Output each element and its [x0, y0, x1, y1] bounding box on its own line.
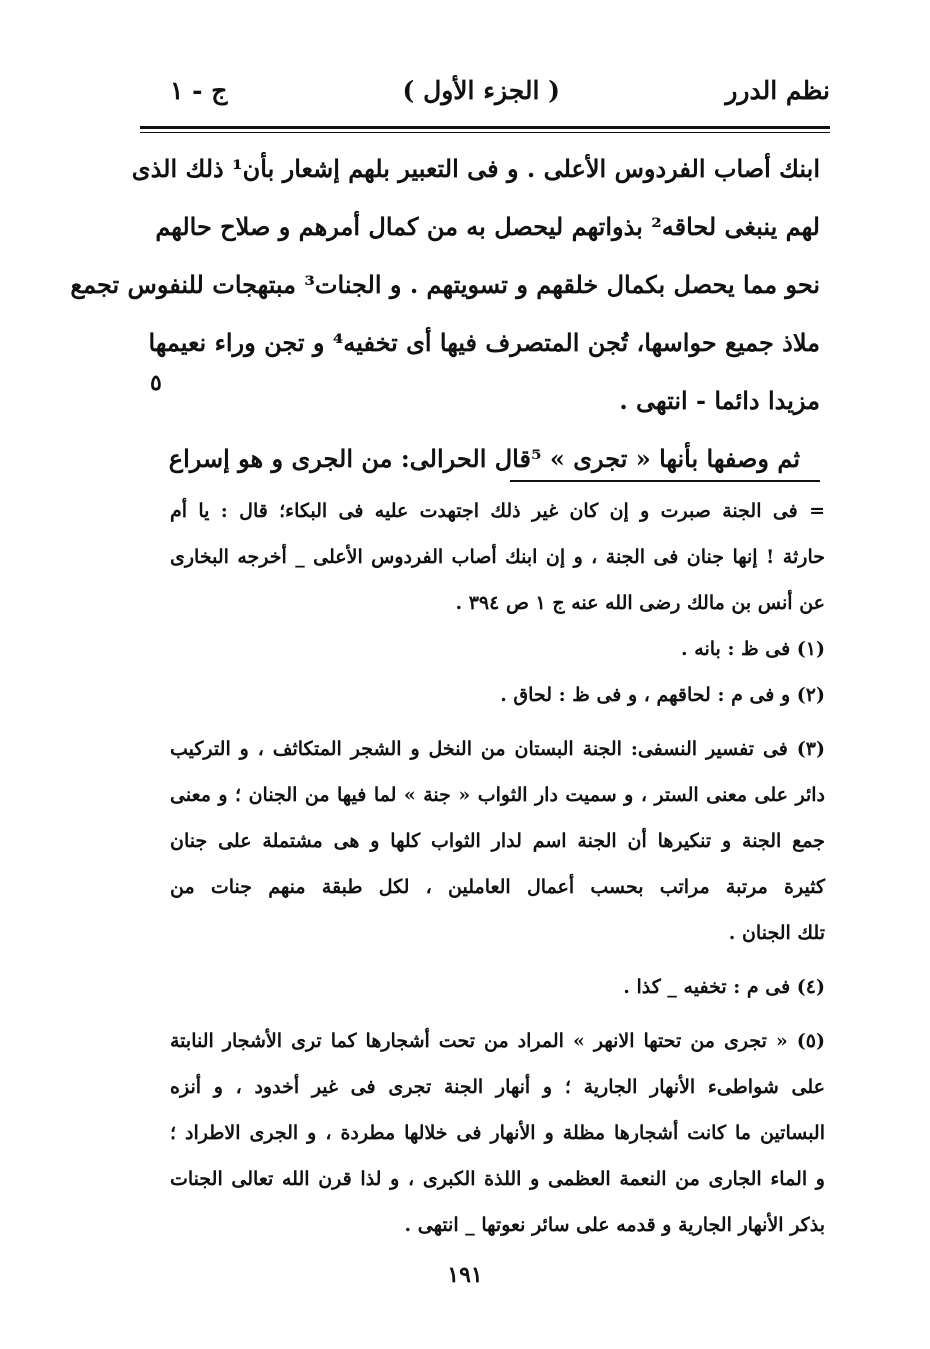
- footnote-3-line: (٣) فى تفسير النسفى: الجنة البستان من النخل و الشجر المتكاثف ، و التركيب: [170, 738, 825, 760]
- main-text-line: نحو مما يحصل بكمال خلقهم و تسويتهم . و الجنات³ مبتهجات للنفوس تجمع: [70, 270, 820, 299]
- footnote-5-line: و الماء الجارى من النعمة العظمى و اللذة الكبرى ، و لذا قرن الله تعالى الجنات: [170, 1168, 825, 1190]
- footnote-3-line: جمع الجنة و تنكيرها أن الجنة اسم لدار الثواب كلها و هى مشتملة على جنان: [170, 830, 825, 852]
- footnote-continuation-line: = فى الجنة صبرت و إن كان غير ذلك اجتهدت عليه فى البكاء؛ قال : يا أم: [170, 500, 825, 522]
- footnote-5-line: البساتين ما كانت أشجارها مظلة و الأنهار فى خلالها مطردة ، و الجرى الاطراد ؛: [170, 1122, 825, 1144]
- footnotes: [170, 488, 825, 1248]
- margin-line-number: ٥: [150, 370, 162, 396]
- footnote-2: (٢) و فى م : لحاقهم ، و فى ظ : لحاق .: [500, 684, 825, 706]
- book-title: نظم الدرر: [725, 76, 830, 105]
- footnote-4: (٤) فى م : تخفيه _ كذا .: [623, 976, 825, 998]
- main-text-line: مزيدا دائما - انتهى .: [619, 386, 820, 415]
- header-rule-thick: [140, 126, 830, 129]
- part-title: ( الجزء الأول ): [402, 76, 560, 105]
- footnote-continuation-line: عن أنس بن مالك رضى الله عنه ج ١ ص ٣٩٤ .: [455, 592, 825, 614]
- footnote-continuation-line: حارثة ! إنها جنان فى الجنة ، و إن ابنك أصاب الفردوس الأعلى _ أخرجه البخارى: [170, 546, 825, 568]
- footnote-3-line: تلك الجنان .: [728, 922, 825, 944]
- footnote-separator: [510, 480, 820, 482]
- header-rule-thin: [140, 132, 830, 133]
- footnote-5-line: (٥) « تجرى من تحتها الانهر » المراد من تحت أشجارها كما ترى الأشجار النابتة: [170, 1030, 825, 1052]
- volume-label: ج - ١: [170, 76, 228, 105]
- main-text-paragraph-2: ثم وصفها بأنها « تجرى » ⁵قال الحرالى: من الجرى و هو إسراع: [168, 444, 800, 473]
- main-text-body: [70, 140, 820, 488]
- footnote-1: (١) فى ظ : بانه .: [681, 638, 825, 660]
- footnote-5-line: بذكر الأنهار الجارية و قدمه على سائر نعوتها _ انتهى .: [404, 1214, 825, 1236]
- main-text-line: ابنك أصاب الفردوس الأعلى . و فى التعبير بلهم إشعار بأن¹ ذلك الذى: [131, 154, 820, 183]
- footnote-3-line: دائر على معنى الستر ، و سميت دار الثواب « جنة » لما فيها من الجنان ؛ و معنى: [170, 784, 825, 806]
- running-header: [140, 68, 830, 118]
- footnote-3-line: كثيرة مرتبة مراتب بحسب أعمال العاملين ، لكل طبقة منهم جنات من: [170, 876, 825, 898]
- main-text-line: ملاذ جميع حواسها، تُجن المتصرف فيها أى تخفيه⁴ و تجن وراء نعيمها: [148, 328, 820, 357]
- main-text-line: لهم ينبغى لحاقه² بذواتهم ليحصل به من كمال أمرهم و صلاح حالهم: [155, 212, 820, 241]
- footnote-5-line: على شواطىء الأنهار الجارية ؛ و أنهار الجنة تجرى فى غير أخدود ، و أنزه: [170, 1076, 825, 1098]
- page-number: ١٩١: [447, 1262, 483, 1288]
